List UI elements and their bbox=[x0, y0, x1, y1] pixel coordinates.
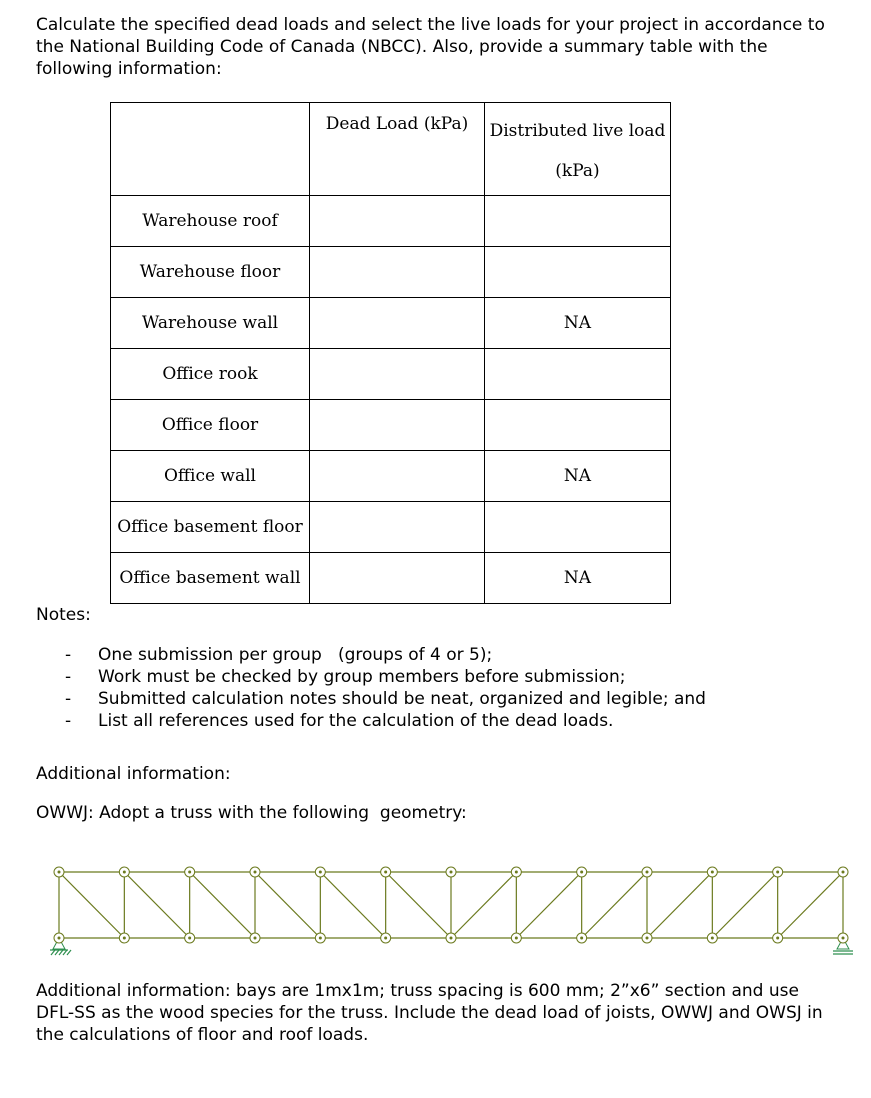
live-load-cell: NA bbox=[485, 451, 671, 502]
row-label: Office rook bbox=[111, 349, 310, 400]
list-item bbox=[62, 644, 842, 666]
live-load-cell bbox=[485, 349, 671, 400]
truss-diagram bbox=[40, 858, 860, 962]
live-load-cell: NA bbox=[485, 298, 671, 349]
truss-node-dot bbox=[842, 871, 845, 874]
note-text: Submitted calculation notes should be neat, organized and legible; and bbox=[98, 689, 706, 709]
live-load-cell: NA bbox=[485, 553, 671, 604]
intro-paragraph: Calculate the specified dead loads and select the live loads for your project in accordance to the National Building Code of Canada (NBCC). Also, provide a summary table with the following information: bbox=[36, 15, 825, 79]
truss-node-dot bbox=[384, 937, 387, 940]
note-text: One submission per group (groups of 4 or 5); bbox=[98, 645, 493, 665]
live-load-cell bbox=[485, 247, 671, 298]
truss-node-dot bbox=[450, 871, 453, 874]
table-row bbox=[111, 400, 671, 451]
row-label: Office basement wall bbox=[111, 553, 310, 604]
dead-load-cell bbox=[310, 400, 485, 451]
truss-diagonal-member bbox=[778, 872, 843, 938]
support-hatch-line bbox=[51, 950, 55, 955]
notes-heading: Notes: bbox=[36, 605, 91, 625]
truss-node-dot bbox=[646, 871, 649, 874]
truss-diagonal-member bbox=[124, 872, 189, 938]
truss-diagonal-member bbox=[190, 872, 255, 938]
table-header-row bbox=[111, 103, 671, 196]
note-text: Work must be checked by group members before submission; bbox=[98, 667, 626, 687]
truss-node-dot bbox=[646, 937, 649, 940]
dead-load-cell bbox=[310, 247, 485, 298]
truss-node-dot bbox=[711, 937, 714, 940]
dead-load-cell bbox=[310, 298, 485, 349]
notes-list bbox=[62, 644, 842, 732]
truss-node-dot bbox=[776, 937, 779, 940]
truss-node-dot bbox=[254, 871, 257, 874]
header-live-load bbox=[485, 103, 671, 196]
truss-diagonal-member bbox=[582, 872, 647, 938]
dead-load-cell bbox=[310, 349, 485, 400]
truss-diagonal-member bbox=[451, 872, 516, 938]
truss-diagonal-member bbox=[255, 872, 320, 938]
row-label: Warehouse roof bbox=[111, 196, 310, 247]
table-row bbox=[111, 451, 671, 502]
row-label: Office floor bbox=[111, 400, 310, 451]
truss-node-dot bbox=[580, 937, 583, 940]
truss-node-dot bbox=[319, 871, 322, 874]
truss-diagonal-member bbox=[386, 872, 451, 938]
owwj-text: OWWJ: Adopt a truss with the following geometry: bbox=[36, 803, 467, 823]
support-hatch-line bbox=[59, 950, 63, 955]
truss-node-dot bbox=[254, 937, 257, 940]
live-load-cell bbox=[485, 400, 671, 451]
dead-load-cell bbox=[310, 451, 485, 502]
truss-node-dot bbox=[58, 937, 61, 940]
live-load-cell bbox=[485, 502, 671, 553]
header-dead-load bbox=[310, 103, 485, 196]
dash-bullet: - bbox=[65, 667, 72, 687]
truss-diagonal-member bbox=[647, 872, 712, 938]
dead-load-cell bbox=[310, 553, 485, 604]
truss-node-dot bbox=[319, 937, 322, 940]
list-item bbox=[62, 666, 842, 688]
table-row bbox=[111, 196, 671, 247]
row-label: Warehouse floor bbox=[111, 247, 310, 298]
support-hatch-line bbox=[55, 950, 59, 955]
note-text: List all references used for the calculation of the dead loads. bbox=[98, 711, 614, 731]
truss-diagonal-member bbox=[320, 872, 385, 938]
final-paragraph: Additional information: bays are 1mx1m; truss spacing is 600 mm; 2”x6” section and use DFL-SS as the wood species for the truss. Include the dead load of joists, OWWJ and OWSJ in the calculations of floor and roof loads. bbox=[36, 981, 823, 1045]
header-blank-cell bbox=[111, 103, 310, 196]
table-row bbox=[111, 349, 671, 400]
dash-bullet: - bbox=[65, 689, 72, 709]
dash-bullet: - bbox=[65, 711, 72, 731]
truss-diagonal-member bbox=[516, 872, 581, 938]
dash-bullet: - bbox=[65, 645, 72, 665]
list-item bbox=[62, 710, 842, 732]
live-load-cell bbox=[485, 196, 671, 247]
header-live-load-line1: Distributed live load bbox=[489, 121, 666, 141]
row-label: Office wall bbox=[111, 451, 310, 502]
table-row bbox=[111, 298, 671, 349]
truss-node-dot bbox=[515, 871, 518, 874]
support-hatch-line bbox=[63, 950, 67, 955]
truss-node-dot bbox=[188, 937, 191, 940]
truss-node-dot bbox=[123, 937, 126, 940]
truss-node-dot bbox=[515, 937, 518, 940]
support-hatch-line bbox=[67, 950, 71, 955]
truss-node-dot bbox=[450, 937, 453, 940]
truss-node-dot bbox=[842, 937, 845, 940]
truss-node-dot bbox=[384, 871, 387, 874]
additional-info-heading: Additional information: bbox=[36, 764, 231, 784]
truss-diagonal-member bbox=[59, 872, 124, 938]
truss-node-dot bbox=[188, 871, 191, 874]
list-item bbox=[62, 688, 842, 710]
summary-table bbox=[110, 102, 671, 604]
row-label: Warehouse wall bbox=[111, 298, 310, 349]
truss-node-dot bbox=[711, 871, 714, 874]
truss-node-dot bbox=[776, 871, 779, 874]
dead-load-cell bbox=[310, 502, 485, 553]
truss-diagonal-member bbox=[712, 872, 777, 938]
table-row bbox=[111, 553, 671, 604]
truss-node-dot bbox=[123, 871, 126, 874]
header-dead-load-label: Dead Load (kPa) bbox=[325, 114, 469, 134]
truss-node-dot bbox=[58, 871, 61, 874]
header-live-load-line2: (kPa) bbox=[555, 161, 600, 181]
table-row bbox=[111, 502, 671, 553]
row-label: Office basement floor bbox=[111, 502, 310, 553]
table-row bbox=[111, 247, 671, 298]
dead-load-cell bbox=[310, 196, 485, 247]
truss-node-dot bbox=[580, 871, 583, 874]
